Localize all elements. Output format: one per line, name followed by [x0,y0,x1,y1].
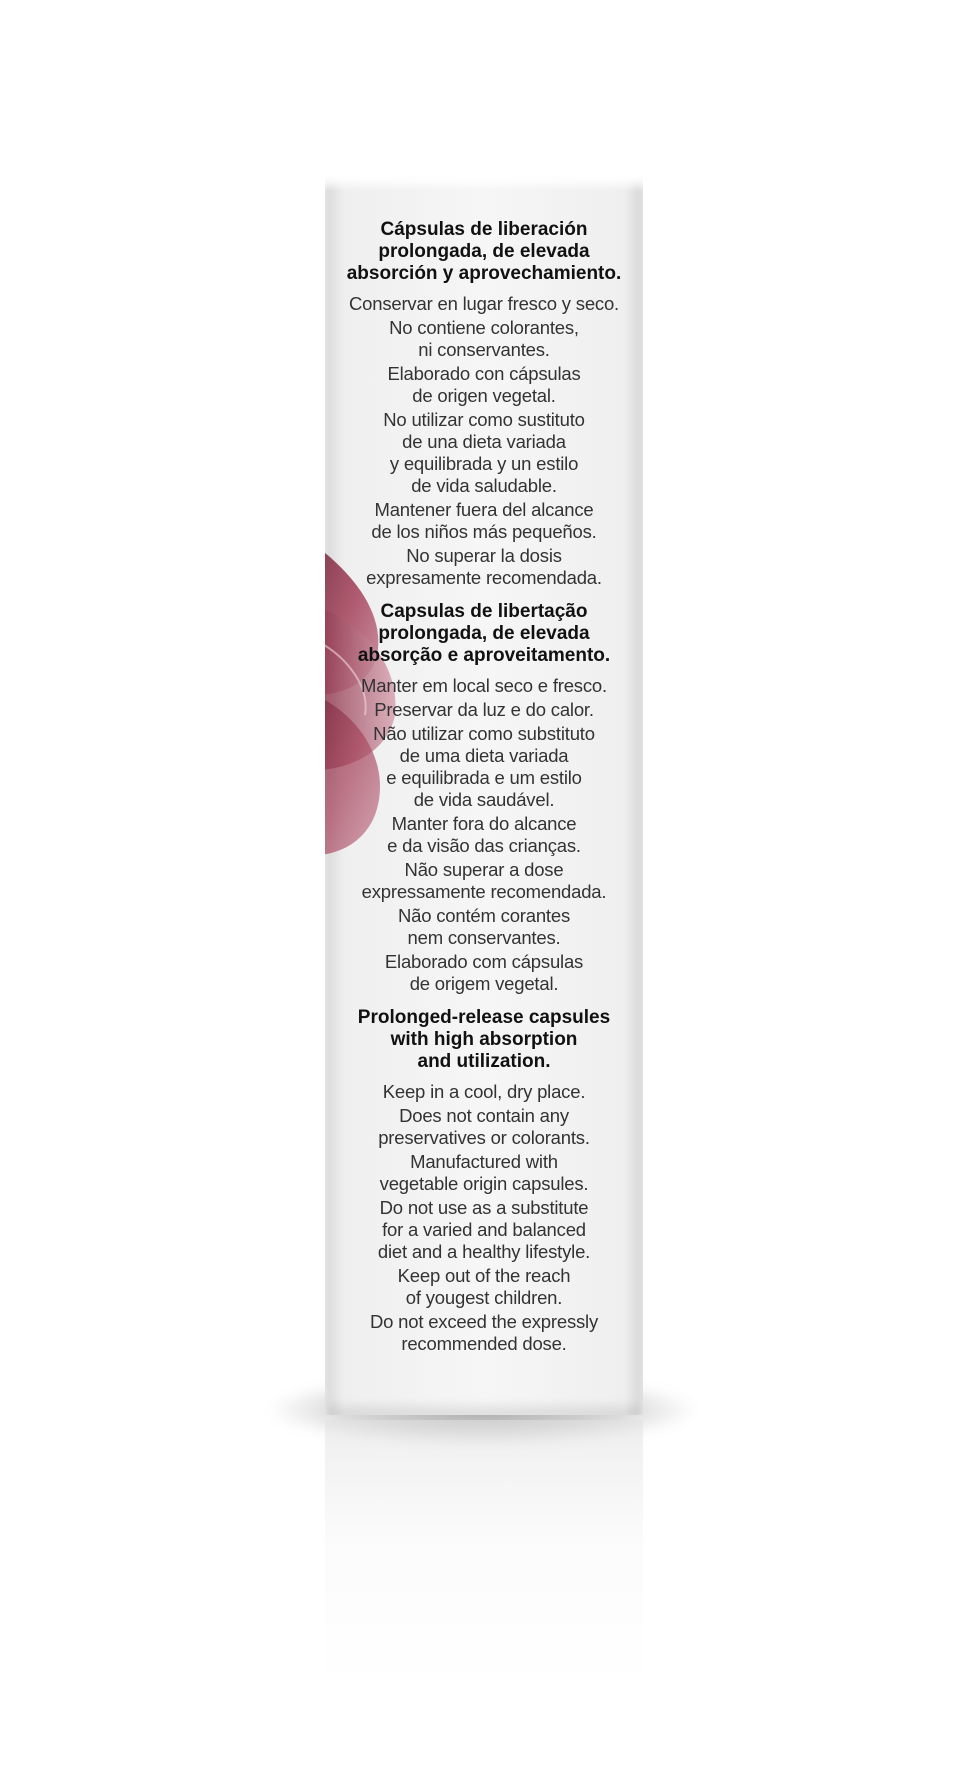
box-reflection [325,1420,643,1690]
section-heading: Cápsulas de liberación prolongada, de elevada absorción y aprovechamiento. [346,219,622,284]
text-line: No utilizar como sustituto de una dieta variada y equilibrada y un estilo de vida saludable. [383,409,585,496]
text-line: Elaborado con cápsulas de origen vegetal. [387,363,581,406]
text-line: Manufactured with vegetable origin capsules. [379,1151,589,1194]
section-heading: Prolonged-release capsules with high absorption and utilization. [357,1007,611,1072]
text-line: Keep out of the reach of yougest children. [397,1265,571,1308]
text-line: Não contém corantes nem conservantes. [397,905,571,948]
text-line: Do not use as a substitute for a varied and balanced diet and a healthy lifestyle. [377,1197,591,1262]
product-box-side-panel [325,175,643,1415]
text-line: No contiene colorantes, ni conservantes. [389,317,579,360]
text-line: Elaborado com cápsulas de origem vegetal. [384,951,584,994]
section-heading: Capsulas de libertação prolongada, de elevada absorção e aproveitamento. [357,601,611,666]
text-line: Keep in a cool, dry place. [382,1081,586,1102]
text-line: Conservar en lugar fresco y seco. [349,293,619,314]
text-line: Do not exceed the expressly recommended dose. [369,1311,599,1354]
section-portuguese [325,601,643,995]
label-text-content [325,219,643,1367]
section-spanish [325,219,643,589]
text-line: Manter em local seco e fresco. [361,675,607,696]
text-line: Mantener fuera del alcance de los niños más pequeños. [371,499,597,542]
text-line: Does not contain any preservatives or colorants. [378,1105,590,1148]
section-english [325,1007,643,1355]
text-line: Preservar da luz e do calor. [374,699,594,720]
text-line: Manter fora do alcance e da visão das crianças. [387,813,581,856]
text-line: Não utilizar como substituto de uma dieta variada e equilibrada e um estilo de vida saudável. [373,723,595,810]
text-line: Não superar a dose expressamente recomendada. [361,859,607,902]
text-line: No superar la dosis expresamente recomendada. [366,545,602,588]
